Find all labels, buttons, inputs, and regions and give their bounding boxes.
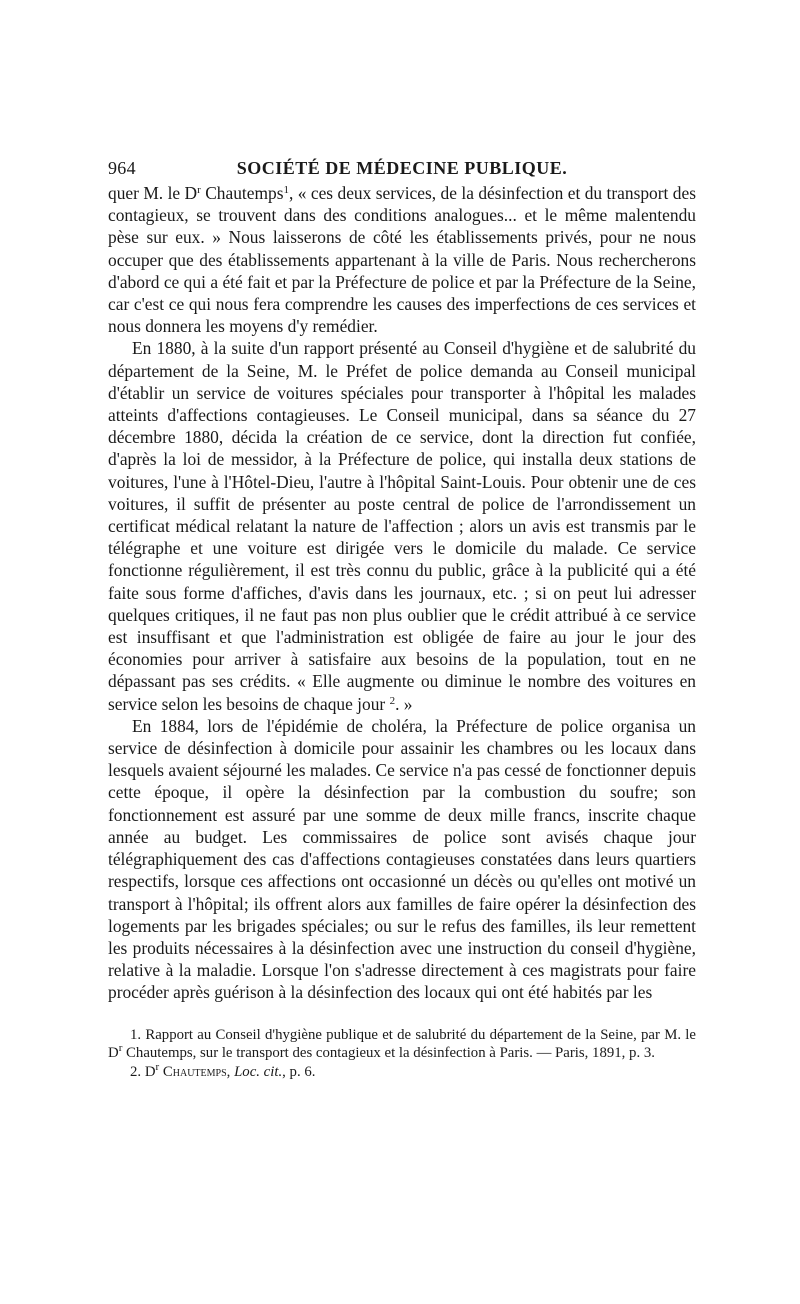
footnote-2-sup: r bbox=[155, 1060, 160, 1073]
footnote-2 bbox=[108, 1060, 696, 1082]
footnote-2-doctor: D bbox=[144, 1063, 156, 1080]
paragraph-1-text-c: , « ces deux services, de la désinfection et du transport des contagieux, se trouvent dans des conditions analogues... et le même malentendu pèse sur eux. » Nous laisserons de côté les établissements privés, pour ne nous occuper que des établissements appartenant à la ville de Paris. Nous rechercherons d'abord ce qui a été fait et par la Préfecture de police et par la Préfecture de la Seine, car c'est ce qui nous fera comprendre les causes des imperfections de ces services et nous donnera les moyens d'y remédier. bbox=[108, 183, 696, 337]
paragraph-1-text-b: Chautemps bbox=[200, 183, 284, 203]
paragraph-2 bbox=[108, 337, 696, 714]
footnote-1-sup: r bbox=[118, 1042, 123, 1055]
paragraph-2-text-b: . » bbox=[395, 693, 413, 714]
footnote-ref-2: 2 bbox=[389, 694, 396, 707]
paragraph-2-text-a: En 1880, à la suite d'un rapport présenté au Conseil d'hygiène et de salubrité du département de la Seine, M. le Préfet de police demanda au Conseil municipal d'établir un service de voitures spéciales pour transporter à l'hôpital les malades atteints d'affections contagieuses. Le Conseil municipal, dans sa séance du 27 décembre 1880, décida la création de ce service, dont la direction fut confiée, d'après la loi de messidor, à la Préfecture de police, qui installa deux stations de voitures, l'une à l'Hôtel-Dieu, l'autre à l'hôpital Saint-Louis. Pour obtenir une de ces voitures, il suffit de présenter au poste central de police de l'arrondissement un certificat médical relatant la nature de l'affection ; alors un avis est transmis par le télégraphe et une voiture est dirigée vers le domicile du malade. Ce service fonctionne régulièrement, il est très connu du public, grâce à la publicité qui a été faite sous forme d'affiches, d'avis dans les journaux, etc. ; si on peut lui adresser quelques critiques, il ne faut pas non plus oublier que le crédit attribué à ce service est insuffisant et que l'administration est obligée de faire au jour le jour des économies pour arriver à satisfaire aux besoins de la population, tout en ne dépassant pas ses crédits. « Elle augmente ou diminue le nombre des voitures en service selon les besoins de chaque jour bbox=[108, 338, 696, 714]
footnote-2-sep: , bbox=[226, 1063, 235, 1080]
footnote-2-author: Chautemps bbox=[162, 1063, 227, 1080]
running-head: SOCIÉTÉ DE MÉDECINE PUBLIQUE. bbox=[236, 158, 568, 178]
page-header bbox=[108, 152, 696, 182]
paragraph-1-text-a: quer M. le D bbox=[108, 183, 198, 203]
footnote-2-number: 2. bbox=[130, 1063, 142, 1080]
footnote-1-text-a: Rapport au Conseil d'hygiène publique et de salubrité du département de la Seine, par M. le D bbox=[108, 1026, 696, 1062]
doctor-abbrev-sup: r bbox=[197, 184, 201, 196]
footnotes bbox=[108, 1026, 696, 1082]
footnote-1-text-b: Chautemps, sur le transport des contagieux et la désinfection à Paris. — Paris, 1891, p. 3. bbox=[122, 1045, 655, 1062]
page-number: 964 bbox=[108, 158, 136, 178]
paragraph-3 bbox=[108, 715, 696, 1004]
footnote-2-page: , p. 6. bbox=[282, 1063, 316, 1080]
paragraph-1 bbox=[108, 182, 696, 337]
footnote-1-number: 1. bbox=[130, 1026, 142, 1043]
paragraph-3-text: En 1884, lors de l'épidémie de choléra, la Préfecture de police organisa un service de désinfection à domicile pour assainir les chambres ou les locaux dans lesquels avaient séjourné les malades. Ce service n'a pas cessé de fonctionner depuis cette époque, il opère la désinfection par la combustion du soufre; son fonctionnement est assuré par une somme de deux mille francs, inscrite chaque année au budget. Les commissaires de police sont avisés chaque jour télégraphiquement des cas d'affections contagieuses constatées dans leurs quartiers respectifs, lorsque ces affections ont occasionné un décès ou qu'elles ont motivé un transport à l'hôpital; ils offrent alors aux familles de faire opérer la désinfection des logements par les brigades spéciales; ou sur le refus des familles, ils leur remettent les produits nécessaires à la désinfection avec une instruction du conseil d'hygiène, relative à la maladie. Lorsque l'on s'adresse directement à ces magistrats pour faire procéder après guérison à la désinfection des locaux qui ont été habités par les bbox=[108, 715, 696, 1003]
footnote-1 bbox=[108, 1026, 696, 1063]
footnote-2-ref: Loc. cit. bbox=[234, 1063, 283, 1080]
book-page bbox=[108, 152, 696, 1081]
footnote-ref-1: 1 bbox=[283, 184, 289, 196]
body-text bbox=[108, 182, 696, 1004]
